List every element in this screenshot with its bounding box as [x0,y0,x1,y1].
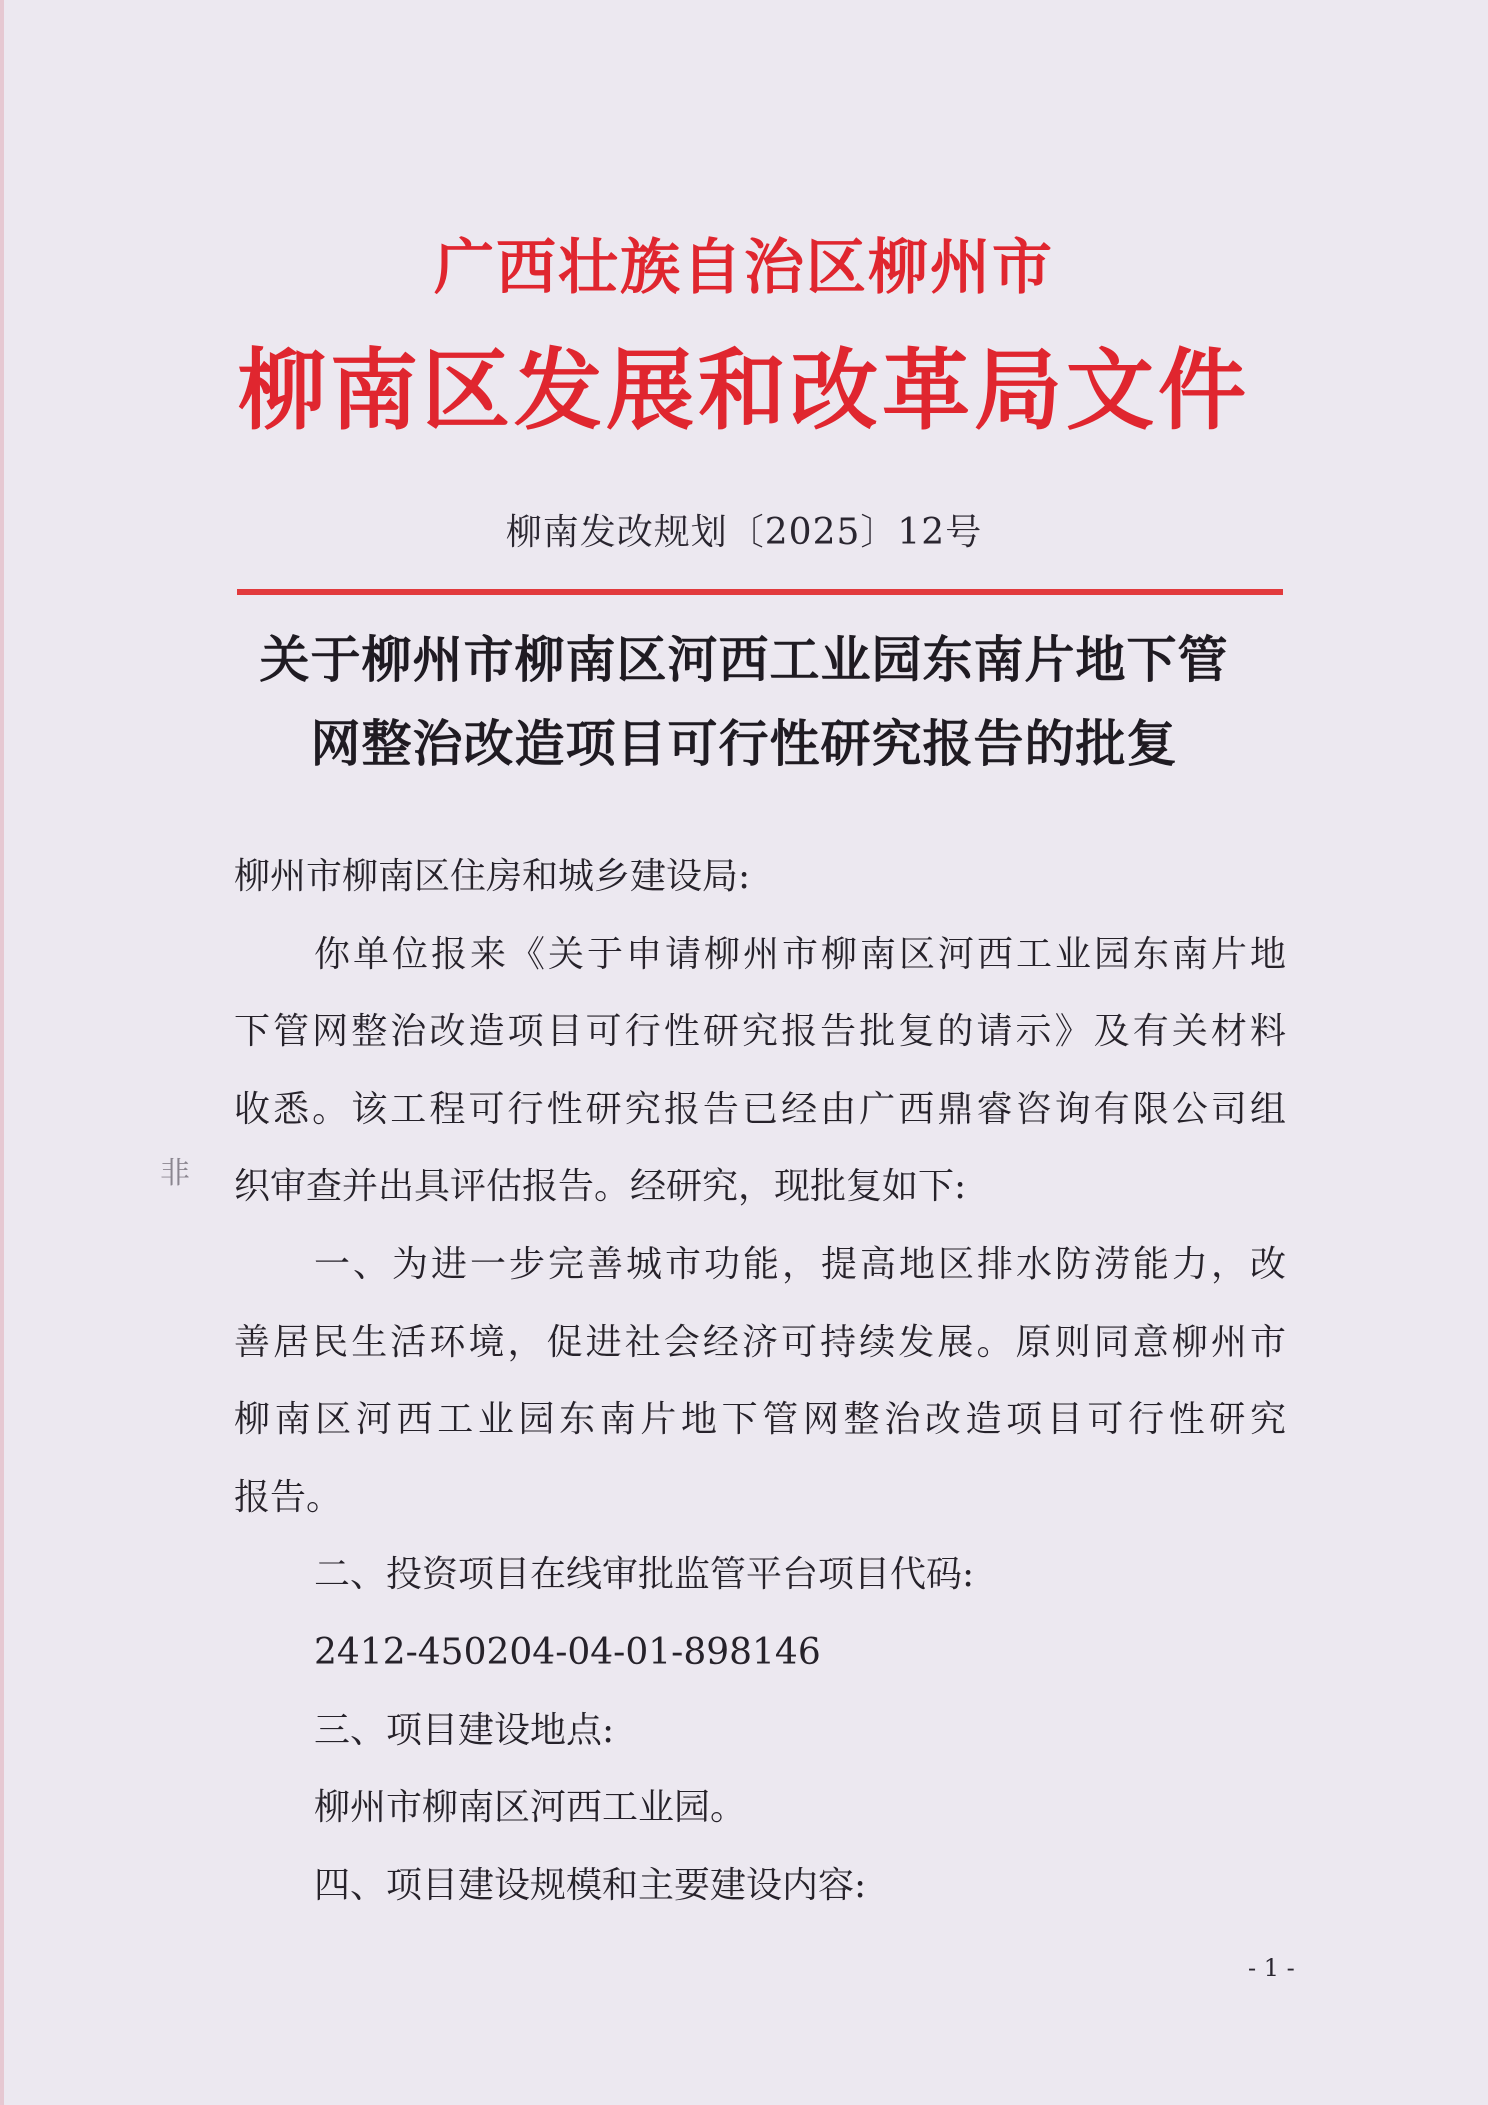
section-4-heading: 四、项目建设规模和主要建设内容: [314,1864,867,1906]
paragraph-1-line-2: 下管网整治改造项目可行性研究报告批复的请示》及有关材料 [234,1011,1286,1053]
margin-mark: 非 [160,1156,190,1191]
paragraph-1-line-3: 收悉。该工程可行性研究报告已经由广西鼎睿咨询有限公司组 [234,1088,1286,1130]
paragraph-2-line-2: 善居民生活环境，促进社会经济可持续发展。原则同意柳州市 [234,1321,1286,1363]
issuer-region: 广西壮族自治区柳州市 [434,233,1054,303]
project-code: 2412-450204-04-01-898146 [314,1631,821,1673]
document-body [234,838,1286,1924]
section-2-heading: 二、投资项目在线审批监管平台项目代码: [314,1554,975,1596]
title-line-1: 关于柳州市柳南区河西工业园东南片地下管 [259,630,1229,689]
paragraph-2-line-4: 报告。 [234,1476,343,1518]
paragraph-1-line-1: 你单位报来《关于申请柳州市柳南区河西工业园东南片地 [314,933,1286,975]
red-divider [237,589,1283,595]
document-title [200,618,1288,786]
page-edge [0,0,4,2105]
section-3-heading: 三、项目建设地点: [314,1709,615,1751]
title-line-2: 网整治改造项目可行性研究报告的批复 [310,714,1178,773]
paragraph-1-line-4: 织审查并出具评估报告。经研究，现批复如下: [234,1166,967,1208]
page-number: - 1 - [1248,1954,1295,1982]
paragraph-2-line-3: 柳南区河西工业园东南片地下管网整治改造项目可行性研究 [234,1399,1286,1441]
project-location: 柳州市柳南区河西工业园。 [314,1787,747,1829]
recipient-line: 柳州市柳南区住房和城乡建设局: [234,856,751,897]
issuer-title: 柳南区发展和改革局文件 [237,338,1250,442]
paragraph-2-line-1: 一、为进一步完善城市功能，提高地区排水防涝能力，改 [314,1243,1286,1285]
document-number: 柳南发改规划〔2025〕12号 [505,512,983,553]
